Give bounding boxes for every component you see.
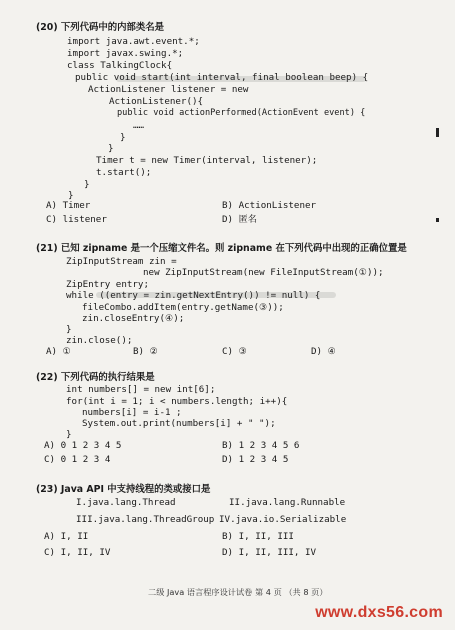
q22-option-d: D) 1 2 3 4 5 [222, 454, 289, 465]
q21-code-line: while ((entry = zin.getNextEntry()) != null) { [66, 290, 321, 301]
scan-mark [436, 218, 439, 222]
q22-code-line: System.out.print(numbers[i] + " "); [82, 418, 276, 429]
q20-title: (20) 下列代码中的内部类名是 [36, 22, 165, 33]
q20-option-c: C) listener [46, 214, 107, 225]
scan-mark [436, 128, 439, 137]
q20-code-line: class TalkingClock{ [67, 60, 173, 71]
q22-option-a: A) 0 1 2 3 4 5 [44, 440, 122, 451]
q23-option-d: D) I, II, III, IV [222, 547, 317, 558]
q20-code-line: ActionListener(){ [109, 96, 204, 107]
q21-code-line: fileCombo.addItem(entry.getName(③)); [82, 302, 284, 313]
q22-option-b: B) 1 2 3 4 5 6 [222, 440, 300, 451]
q21-option-c: C) ③ [222, 346, 247, 357]
q21-option-d: D) ④ [311, 346, 336, 357]
q22-code-line: } [66, 429, 72, 440]
q21-code-line: zin.close(); [66, 335, 133, 346]
q23-item: II.java.lang.Runnable [229, 497, 346, 508]
q20-code-line: import javax.swing.*; [67, 48, 184, 59]
watermark: www.dxs56.com [315, 604, 443, 621]
q21-option-a: A) ① [46, 346, 71, 357]
q23-option-a: A) I, II [44, 531, 89, 542]
q22-code-line: for(int i = 1; i < numbers.length; i++){ [66, 396, 288, 407]
q21-code-line: zin.closeEntry(④); [82, 313, 185, 324]
q20-code-line: Timer t = new Timer(interval, listener); [96, 155, 318, 166]
q20-code-line: } [120, 132, 126, 143]
q20-code-line: import java.awt.event.*; [67, 36, 200, 47]
scan-smudge [96, 292, 336, 298]
q23-title: (23) Java API 中支持线程的类或接口是 [36, 484, 211, 495]
q20-code-line: } [84, 179, 90, 190]
q23-option-b: B) I, II, III [222, 531, 294, 542]
q23-item: IV.java.io.Serializable [219, 514, 347, 525]
q21-code-line: ZipInputStream zin = [66, 256, 177, 267]
q23-option-c: C) I, II, IV [44, 547, 111, 558]
q20-code-line: ActionListener listener = new [88, 84, 249, 95]
q20-code-line: …… [133, 120, 145, 131]
q21-title: (21) 已知 zipname 是一个压缩文件名。则 zipname 在下列代码中出现的正确位置是 [36, 243, 407, 254]
q20-option-a: A) Timer [46, 200, 91, 211]
q20-option-d: D) 匿名 [222, 214, 257, 225]
q22-option-c: C) 0 1 2 3 4 [44, 454, 111, 465]
q21-code-line: } [66, 324, 72, 335]
q20-code-line: public void actionPerformed(ActionEvent event) { [117, 108, 366, 118]
q21-code-line: ZipEntry entry; [66, 279, 149, 290]
q20-code-line: } [68, 190, 74, 201]
q21-option-b: B) ② [133, 346, 158, 357]
page-footer: 二级 Java 语言程序设计试卷 第 4 页 （共 8 页） [148, 587, 328, 597]
q20-code-line: public void start(int interval, final boolean beep) { [75, 72, 369, 83]
q23-item: I.java.lang.Thread [76, 497, 176, 508]
q20-option-b: B) ActionListener [222, 200, 317, 211]
q20-code-line: t.start(); [96, 167, 152, 178]
q22-code-line: numbers[i] = i-1 ; [82, 407, 182, 418]
q22-title: (22) 下列代码的执行结果是 [36, 372, 155, 383]
q23-item: III.java.lang.ThreadGroup [76, 514, 215, 525]
q21-code-line: new ZipInputStream(new FileInputStream(①)); [143, 267, 384, 278]
scan-smudge [116, 76, 366, 82]
q20-code-line: } [108, 143, 114, 154]
q22-code-line: int numbers[] = new int[6]; [66, 384, 216, 395]
